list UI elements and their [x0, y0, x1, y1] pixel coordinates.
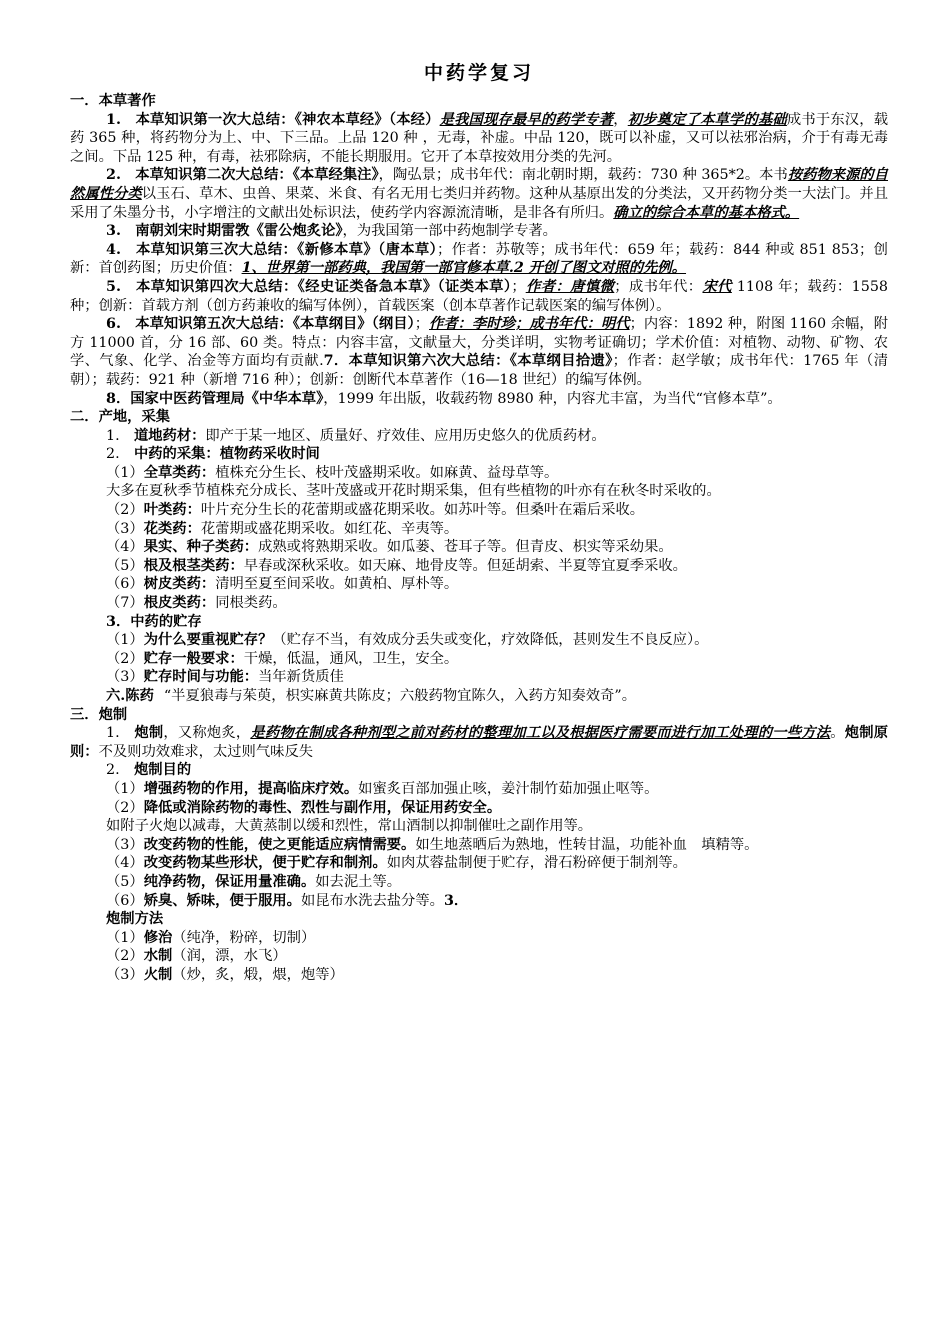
s2-line-13 [70, 650, 888, 669]
s3-l7-text: 如肉苁蓉盐制便于贮存，滑石粉碎便于制剂等。 [386, 855, 687, 872]
s3-line-3 [70, 780, 888, 799]
s3-l13-term: 火制 [143, 966, 173, 983]
s2-line-1 [70, 427, 888, 446]
p1-body: 成书于东汉，载药 365 种，将药物分为上、中、下三品。上品 120 种 ，无毒，补虚。中品 120，既可以补虚，又可以祛邪治病，介于有毒无毒之间。下品 125 种，有毒，祛邪除病，不能长期服用。它开了本草按效用分类的先河。 [70, 111, 889, 165]
s3-l4-num: （2） [106, 799, 144, 816]
s2-l7-text: 成熟或将熟期采收。如瓜蒌、苍耳子等。但青皮、枳实等采幼果。 [258, 539, 673, 556]
p8-body: ，1999 年出版，收载药物 8980 种，内容尤丰富，为当代“官修本草”。 [323, 390, 782, 407]
p6-lead: 6. 本草知识第五次大总结：《本草纲目》（纲目） [106, 316, 415, 333]
s3-line-10: 炮制方法 [106, 911, 164, 928]
s3-line-2 [70, 761, 888, 780]
s3-l12-text: （润，漂，水飞） [172, 948, 287, 965]
p5-body-2: 1108 年；载药：1558 种；创新：首载方剂（创方药兼收的编写体例），首载医案（创本草著作记载医案的编写体例）。 [70, 278, 889, 314]
s3-l12-term: 水制 [143, 948, 173, 965]
s3-line-7 [70, 854, 888, 873]
s2-line-4: 大多在夏秋季节植株充分成长、茎叶茂盛或开花时期采集，但有些植物的叶亦有在秋冬时采收的。 [106, 483, 721, 500]
section-1-heading: 一．本草著作 [70, 93, 156, 109]
s2-l15-term: 六.陈药 [106, 688, 154, 704]
p1-emph-2: 初步奠定了本草学的基础 [627, 111, 787, 128]
s2-l3-num: （1） [106, 464, 144, 481]
s3-l8-num: （5） [106, 873, 144, 890]
s3-l11-term: 修治 [143, 929, 173, 946]
s3-p1-principle-text: 不及则功效难求，太过则气味反失 [98, 743, 314, 760]
s3-line-4 [70, 799, 888, 818]
s2-l1-term: 道地药材： [133, 427, 206, 444]
s2-l9-num: （6） [106, 576, 144, 593]
s2-l14-text: 当年新货质佳 [258, 669, 344, 686]
s3-line-5: 如附子火炮以减毒，大黄蒸制以缓和烈性，常山酒制以抑制催吐之副作用等。 [106, 818, 593, 835]
s2-l6-term: 花类药： [143, 520, 201, 537]
s3-l13-text: （炒，炙，煅，煨，炮等） [172, 966, 344, 983]
p7-body: ；作者：赵学敏；成书年代：1765 年（清朝）；载药：921 种（新增 716 种）；创新：创断代本草著作（16—18 世纪）的编写体例。 [70, 353, 889, 388]
s3-l12-num: （2） [106, 948, 144, 965]
s2-l6-text: 花蕾期或盛花期采收。如红花、辛夷等。 [200, 520, 459, 537]
s3-line-12 [70, 947, 888, 966]
s2-l13-num: （2） [106, 650, 144, 667]
s2-l1-num: 1. [106, 427, 134, 444]
s3-l9-text: 如昆布水洗去盐分等。 [300, 892, 444, 909]
s3-l9-next-num: 3． [443, 892, 469, 909]
s3-l9-num: （6） [106, 892, 144, 909]
p5-era: 宋代 [702, 278, 732, 295]
s3-p1-text: ，又称炮炙， [163, 725, 251, 742]
paragraph-1 [70, 111, 888, 167]
s2-l1-text: 即产于某一地区、质量好、疗效佳、应用历史悠久的优质药材。 [205, 427, 606, 444]
s2-line-3 [70, 464, 888, 483]
s2-l12-text: （贮存不当，有效成分丢失或变化，疗效降低，甚则发生不良反应）。 [272, 632, 709, 649]
s3-p1-num: 1. [106, 725, 135, 742]
s2-line-6 [70, 520, 888, 539]
s2-l12-term: 为什么要重视贮存？ [143, 632, 273, 649]
s2-l5-num: （2） [106, 502, 144, 519]
s3-l6-num: （3） [106, 836, 144, 853]
s2-l10-term: 根皮类药： [143, 595, 216, 612]
paragraph-3 [70, 222, 888, 241]
s2-l14-num: （3） [106, 669, 144, 686]
s3-l13-num: （3） [106, 966, 144, 983]
s3-l11-num: （1） [106, 929, 144, 946]
s2-line-14 [70, 668, 888, 687]
s2-l3-text: 植株充分生长、枝叶茂盛期采收。如麻黄、益母草等。 [215, 464, 559, 481]
s2-l5-term: 叶类药： [143, 502, 201, 519]
s2-l3-term: 全草类药： [143, 464, 216, 481]
s2-l13-term: 贮存一般要求： [143, 650, 244, 667]
p2-emph-2: 确立的综合本草的基本格式。 [613, 204, 800, 221]
s2-line-12 [70, 631, 888, 650]
p2-emph-1: 按药物来源的自然属性分类 [70, 167, 889, 202]
s3-line-8 [70, 873, 888, 892]
document-page [70, 58, 888, 985]
s3-l4-term: 降低或消除药物的毒性、烈性与副作用，保证用药安全。 [143, 799, 502, 816]
s2-l9-term: 树皮类药： [143, 576, 216, 593]
s2-l2-num: 2. [106, 446, 134, 463]
p3-lead: 3. 南朝刘宋时期雷敩《雷公炮炙论》 [106, 223, 343, 240]
s2-l2-term: 中药的采集：植物药采收时间 [133, 446, 320, 463]
s3-l6-term: 改变药物的性能，使之更能适应病情需要。 [143, 836, 416, 853]
s3-l7-num: （4） [106, 855, 144, 872]
p5-author: 作者：唐慎微 [525, 278, 615, 295]
p5-sep: ； [511, 278, 526, 295]
s3-l6-text: 如生地蒸晒后为熟地，性转甘温，功能补血 填精等。 [415, 836, 759, 853]
p4-body: ；作者：苏敬等；成书年代：659 年；载药：844 种或 851 853；创新：首创药图；历史价值： [70, 241, 888, 277]
p7-lead: 7．本草知识第六次大总结：《本草纲目拾遗》 [323, 353, 613, 370]
section-2-heading: 二．产地，采集 [70, 409, 171, 426]
p2-lead: 2. 本草知识第二次大总结：《本草经集注》 [106, 167, 379, 184]
p6-sep: ； [414, 316, 429, 333]
s2-line-5 [70, 501, 888, 520]
p1-emph-1: 是我国现存最早的药学专著 [439, 111, 614, 128]
s2-l8-num: （5） [106, 557, 144, 574]
p5-body-1: ；成书年代： [614, 278, 703, 295]
s2-l7-term: 果实、种子类药： [143, 539, 259, 556]
s2-l5-text: 叶片充分生长的花蕾期或盛花期采收。如苏叶等。但桑叶在霜后采收。 [200, 502, 645, 519]
paragraph-2 [70, 166, 888, 222]
paragraph-8 [70, 390, 888, 409]
s2-line-11: 3．中药的贮存 [106, 613, 202, 630]
s2-line-7 [70, 538, 888, 557]
p6-body: ；内容：1892 种，附图 1160 余幅，附方 11000 首，分 16 部、60 类。特点：内容丰富，文献量大，分类详明，实物考证确切；学术价值：对植物、动物、矿物、农学、气象、化学、冶金等方面均有贡献. [70, 316, 888, 370]
s3-l8-term: 纯净药物，保证用量准确。 [143, 873, 316, 890]
p2-body-2: 以玉石、草木、虫兽、果菜、米食、有名无用七类归并药物。这种从基原出发的分类法，又开药物分类一大法门。并且采用了朱墨分书，小字增注的文献出处标识法，使药学内容源流清晰，是非各有所归。 [70, 185, 889, 221]
p6-author: 作者：李时珍；成书年代：明代 [429, 316, 630, 333]
s3-l7-term: 改变药物某些形状，便于贮存和制剂。 [143, 855, 387, 872]
s3-l11-text: （纯净，粉碎，切制） [172, 929, 316, 946]
s2-l12-num: （1） [106, 632, 144, 649]
p4-lead: 4. 本草知识第三次大总结：《新修本草》（唐本草） [106, 241, 438, 258]
s2-l7-num: （4） [106, 539, 144, 556]
s3-l3-term: 增强药物的作用，提高临床疗效。 [143, 780, 359, 797]
s3-p1-principle: 炮制原则： [70, 725, 889, 760]
s2-l15-text: “半夏狼毒与茱萸，枳实麻黄共陈皮；六般药物宜陈久，入药方知奏效奇”。 [163, 688, 636, 704]
s2-line-9 [70, 575, 888, 594]
s3-l8-text: 如去泥土等。 [315, 873, 402, 890]
s3-line-11 [70, 929, 888, 948]
s3-p1-emph: 是药物在制成各种剂型之前对药材的整理加工以及根据医疗需要而进行加工处理的一些方法 [250, 725, 831, 742]
s2-line-10 [70, 594, 888, 613]
s3-l2-num: 2. [106, 762, 134, 779]
p8-lead: 8．国家中医药管理局《中华本草》 [106, 390, 324, 407]
p5-lead: 5. 本草知识第四次大总结：《经史证类备急本草》（证类本草） [106, 278, 512, 295]
s3-l2-term: 炮制目的 [133, 762, 192, 779]
p1-lead: 1. 本草知识第一次大总结：《神农本草经》（本经） [106, 111, 440, 128]
s2-line-8 [70, 557, 888, 576]
s2-l9-text: 清明至夏至间采收。如黄柏、厚朴等。 [215, 576, 459, 593]
s2-l8-text: 早春或深秋采收。如天麻、地骨皮等。但延胡索、半夏等宜夏季采收。 [243, 557, 687, 574]
s3-paragraph-1 [70, 724, 888, 761]
p3-body: ，为我国第一部中药炮制学专著。 [342, 223, 557, 240]
s2-l13-text: 干燥，低温，通风，卫生，安全。 [243, 650, 459, 667]
s3-line-9 [70, 892, 888, 911]
s3-line-13 [70, 966, 888, 985]
paragraph-4 [70, 241, 888, 278]
s3-p1-term: 炮制 [134, 725, 164, 742]
s2-l14-term: 贮存时间与功能： [143, 669, 259, 686]
section-3-heading: 三．炮制 [70, 706, 128, 723]
s3-line-6 [70, 836, 888, 855]
s3-l3-text: 如蜜炙百部加强止咳，姜汁制竹茹加强止呕等。 [358, 780, 659, 797]
s2-l10-num: （7） [106, 595, 144, 612]
s3-l3-num: （1） [106, 780, 144, 797]
s3-l9-term: 矫臭、矫味，便于服用。 [143, 892, 301, 909]
s2-line-2 [70, 445, 888, 464]
paragraph-5 [70, 278, 888, 315]
s2-l6-num: （3） [106, 520, 144, 537]
s3-p1-period: 。 [830, 725, 845, 742]
s2-line-15 [70, 687, 888, 706]
paragraph-6 [70, 315, 888, 389]
s2-l8-term: 根及根茎类药： [143, 557, 244, 574]
document-title: 中药学复习 [423, 62, 534, 84]
s2-l10-text: 同根类药。 [215, 595, 287, 612]
p4-emph: 1、世界第一部药典，我国第一部官修本草.2 开创了图文对照的先例。 [241, 260, 687, 277]
p1-sep: ， [613, 111, 628, 128]
p2-body-1: ，陶弘景；成书年代：南北朝时期，载药：730 种 365*2。本书 [378, 167, 788, 184]
